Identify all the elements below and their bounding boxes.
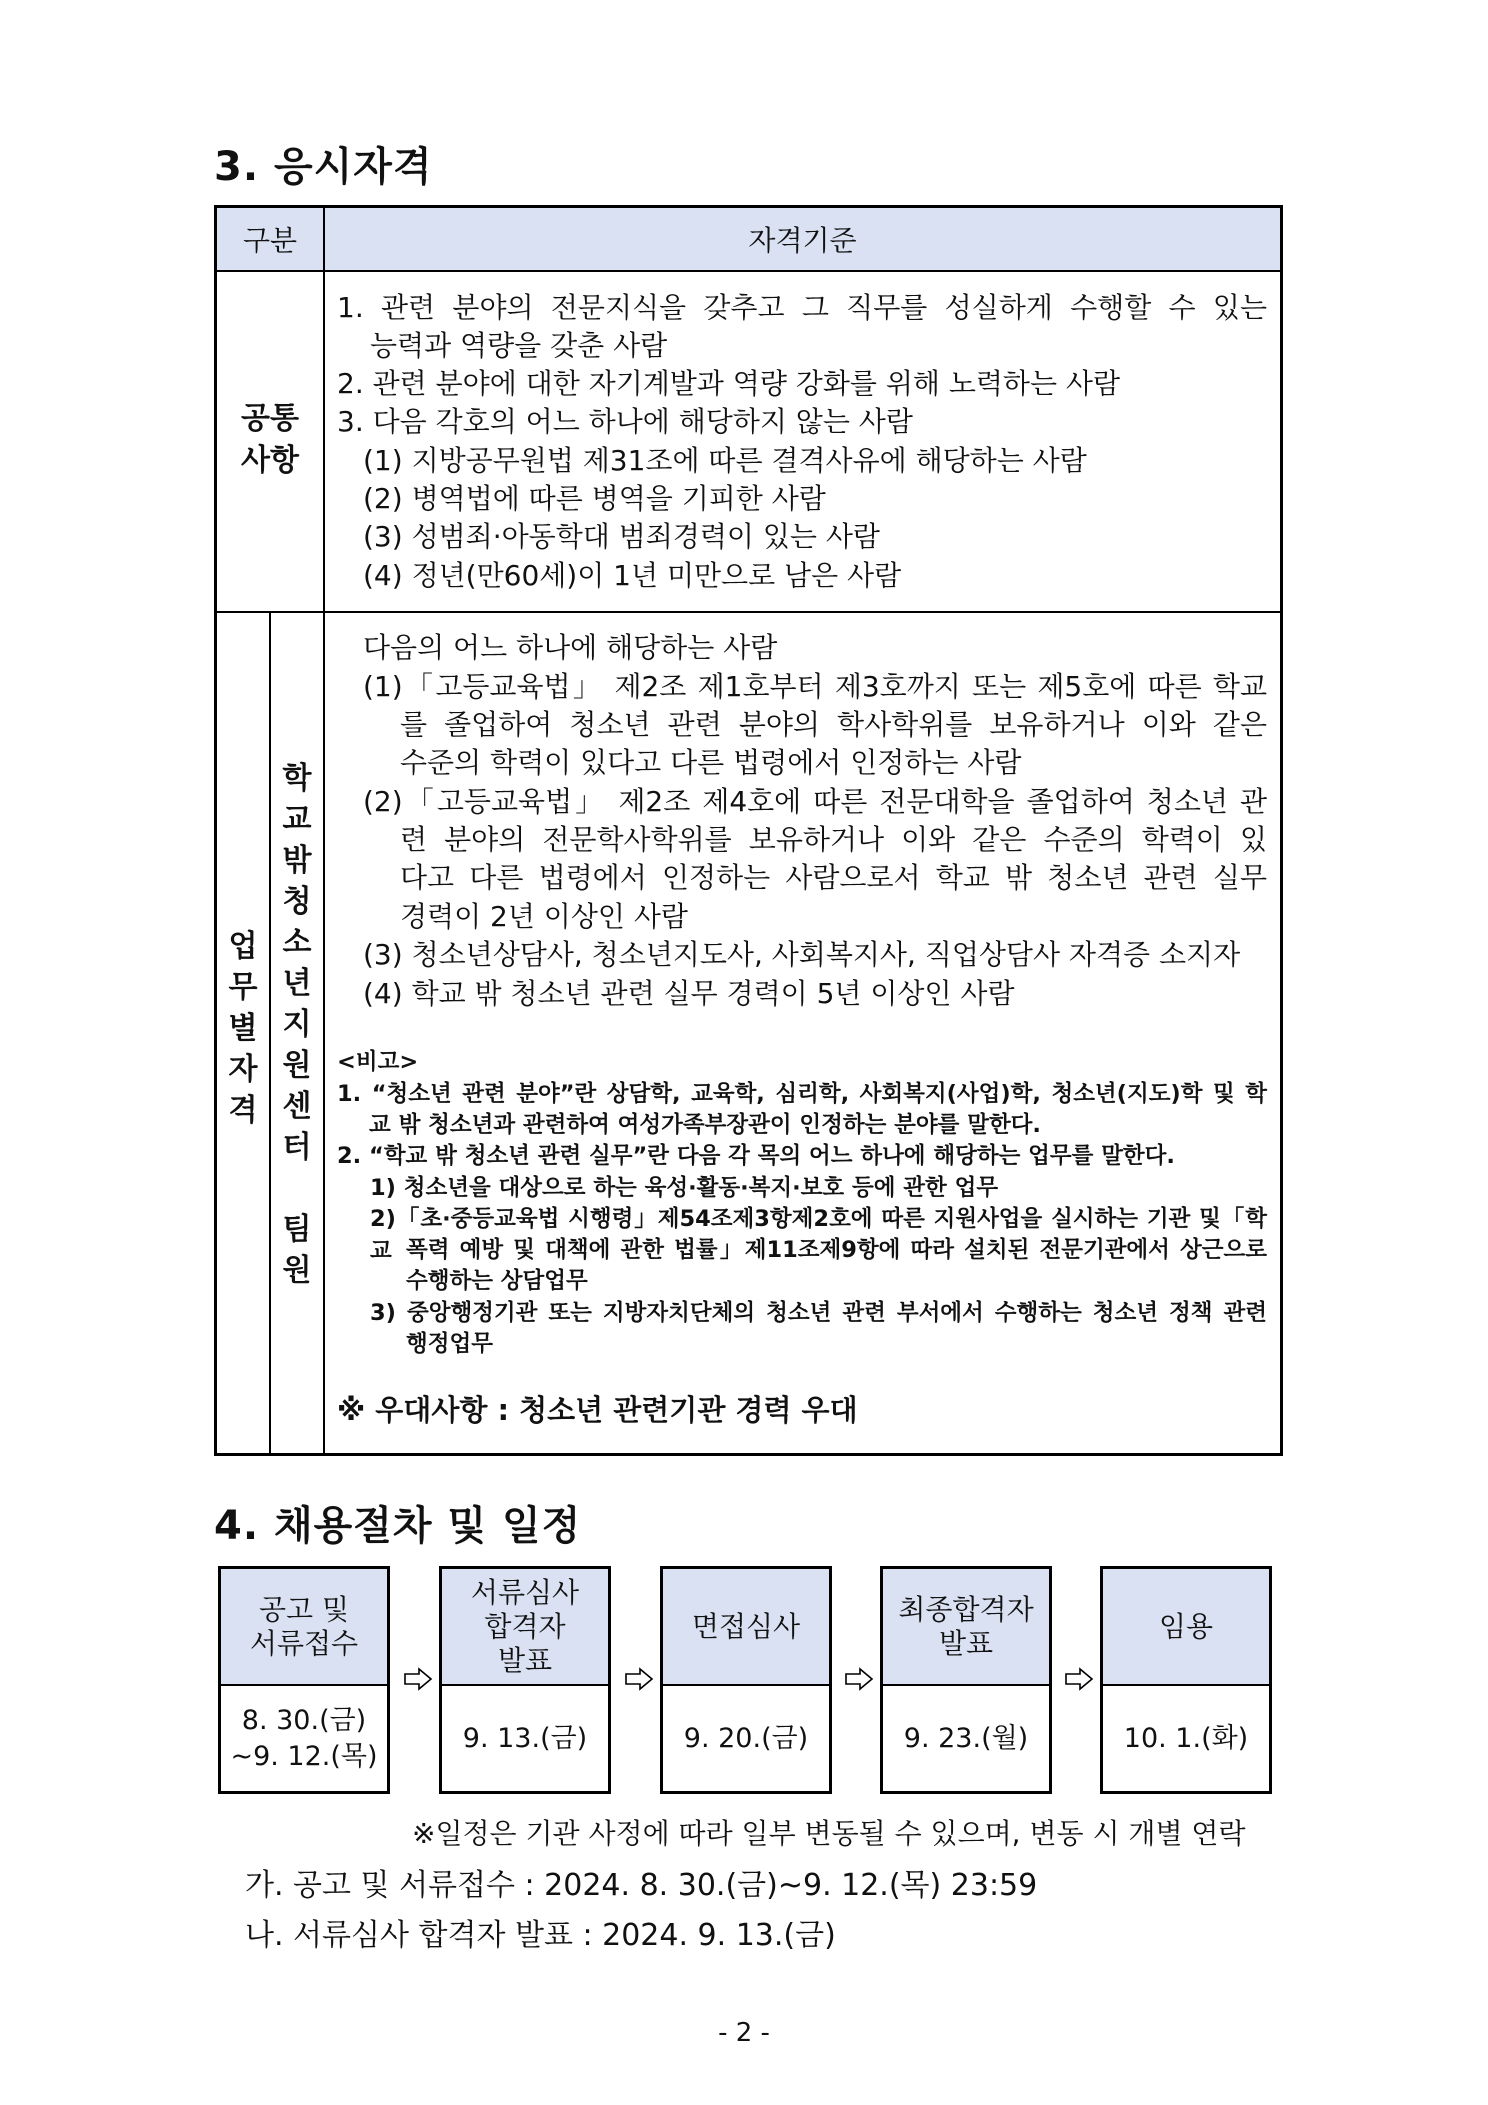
step-date: 9. 23.(월): [903, 1722, 1029, 1754]
label-char: 소: [282, 925, 312, 960]
step-box: [439, 1566, 611, 1794]
remark-line: 1) 청소년을 대상으로 하는 육성·활동·복지·보호 등에 관한 업무: [370, 1175, 999, 1201]
page-number: - 2 -: [718, 2018, 770, 2048]
schedule-note: ※일정은 기관 사정에 따라 일부 변동될 수 있으며, 변동 시 개별 연락: [412, 1817, 1246, 1850]
step-box: [660, 1566, 832, 1794]
job-line: 다고 다른 법령에서 인정하는 사람으로서 학교 밖 청소년 관련 실무: [400, 861, 1267, 894]
job-line: 련 분야의 전문학사학위를 보유하거나 이와 같은 수준의 학력이 있: [400, 823, 1267, 856]
preference-note: ※ 우대사항 : 청소년 관련기관 경력 우대: [337, 1393, 858, 1427]
label-char: 청: [282, 884, 312, 919]
common-line: (3) 성범죄·아동학대 범죄경력이 있는 사람: [363, 520, 880, 553]
arrow-right-icon: [624, 1667, 654, 1691]
remark-line: 3) 중앙행정기관 또는 지방자치단체의 청소년 관련 부서에서 수행하는 청소년 정책 관련: [370, 1300, 1267, 1326]
step-name: 면접심사: [663, 1569, 829, 1686]
job-line: (2)「고등교육법」 제2조 제4호에 따른 전문대학을 졸업하여 청소년 관: [363, 785, 1267, 818]
label-char: 팀: [282, 1212, 312, 1247]
sub-column-divider: [269, 611, 271, 1453]
remark-line: 1. “청소년 관련 분야”란 상담학, 교육학, 심리학, 사회복지(사업)학, 청소년(지도)학 및 학: [337, 1081, 1267, 1107]
remark-line: 폭력 예방 및 대책에 관한 법률」제11조제9항에 따라 설치된 전문기관에서 상근으로: [406, 1237, 1267, 1263]
label-char: 년: [282, 966, 312, 1001]
common-line: 1. 관련 분야의 전문지식을 갖추고 그 직무를 성실하게 수행할 수 있는: [337, 291, 1267, 324]
remark-line: 2)「초·중등교육법 시행령」제54조제3항제2호에 따른 지원사업을 실시하는 기관 및「학교: [370, 1206, 1267, 1264]
common-line: (1) 지방공무원법 제31조에 따른 결격사유에 해당하는 사람: [363, 444, 1087, 477]
common-line: 2. 관련 분야에 대한 자기계발과 역량 강화를 위해 노력하는 사람: [337, 367, 1121, 400]
section-3-title: 3. 응시자격: [214, 144, 433, 190]
label-char: 별: [228, 1011, 258, 1046]
qualification-table: [214, 205, 1283, 1456]
remarks-heading: <비고>: [337, 1049, 419, 1075]
step-name: 공고 및 서류접수: [221, 1569, 387, 1686]
schedule-item-na: 나. 서류심사 합격자 발표 : 2024. 9. 13.(금): [245, 1918, 836, 1953]
step-name: 최종합격자 발표: [883, 1569, 1049, 1686]
section-4-title: 4. 채용절차 및 일정: [214, 1503, 582, 1549]
job-qualification-label: [222, 926, 264, 1131]
label-char: 센: [282, 1089, 312, 1124]
label-char: 격: [228, 1093, 258, 1128]
header-divider: [217, 270, 1280, 272]
arrow-right-icon: [1064, 1667, 1094, 1691]
job-line: 수준의 학력이 있다고 다른 법령에서 인정하는 사람: [400, 746, 1022, 779]
label-char: 무: [228, 970, 258, 1005]
column-divider: [323, 208, 325, 1453]
remark-line: 교 밖 청소년과 관련하여 여성가족부장관이 인정하는 분야를 말한다.: [369, 1112, 1041, 1138]
schedule-item-ga: 가. 공고 및 서류접수 : 2024. 8. 30.(금)~9. 12.(목) 23:59: [245, 1868, 1038, 1903]
job-line: (4) 학교 밖 청소년 관련 실무 경력이 5년 이상인 사람: [363, 977, 1015, 1010]
common-label-line: 공통: [241, 401, 299, 436]
label-char: 원: [282, 1253, 312, 1288]
step-date: 10. 1.(화): [1123, 1722, 1249, 1754]
job-line: 경력이 2년 이상인 사람: [400, 900, 688, 933]
arrow-right-icon: [403, 1667, 433, 1691]
header-criteria: 자격기준: [325, 208, 1280, 270]
team-member-label: [276, 758, 318, 1291]
step-box: [1100, 1566, 1272, 1794]
job-line: (3) 청소년상담사, 청소년지도사, 사회복지사, 직업상담사 자격증 소지자: [363, 938, 1241, 971]
step-date: 9. 13.(금): [462, 1722, 588, 1754]
label-char: 학: [282, 761, 312, 796]
step-date: 8. 30.(금) ~9. 12.(목): [230, 1704, 378, 1772]
common-line: 능력과 역량을 갖춘 사람: [370, 329, 668, 362]
common-line: (2) 병역법에 따른 병역을 기피한 사람: [363, 482, 826, 515]
common-line: 3. 다음 각호의 어느 하나에 해당하지 않는 사람: [337, 405, 913, 438]
job-line: 다음의 어느 하나에 해당하는 사람: [363, 631, 778, 664]
common-label: [217, 398, 323, 482]
header-category: 구분: [217, 208, 323, 270]
job-line: 를 졸업하여 청소년 관련 분야의 학사학위를 보유하거나 이와 같은: [400, 708, 1267, 741]
step-box: [218, 1566, 390, 1794]
step-name: 서류심사 합격자 발표: [442, 1569, 608, 1686]
label-char: 터: [282, 1130, 312, 1165]
step-date: 9. 20.(금): [683, 1722, 809, 1754]
label-char: 교: [282, 802, 312, 837]
common-label-line: 사항: [241, 443, 299, 478]
remark-line: 2. “학교 밖 청소년 관련 실무”란 다음 각 목의 어느 하나에 해당하는 업무를 말한다.: [337, 1143, 1175, 1169]
step-box: [880, 1566, 1052, 1794]
job-line: (1)「고등교육법」 제2조 제1호부터 제3호까지 또는 제5호에 따른 학교: [363, 670, 1267, 703]
row-divider: [217, 611, 1280, 613]
label-char: 자: [228, 1052, 258, 1087]
label-char: 업: [228, 929, 258, 964]
remark-line: 행정업무: [406, 1331, 493, 1357]
arrow-right-icon: [844, 1667, 874, 1691]
label-char: [276, 1168, 318, 1209]
label-char: 원: [282, 1048, 312, 1083]
step-name: 임용: [1103, 1569, 1269, 1686]
label-char: 지: [282, 1007, 312, 1042]
common-line: (4) 정년(만60세)이 1년 미만으로 남은 사람: [363, 559, 902, 592]
label-char: 밖: [282, 843, 312, 878]
remark-line: 수행하는 상담업무: [406, 1268, 588, 1294]
